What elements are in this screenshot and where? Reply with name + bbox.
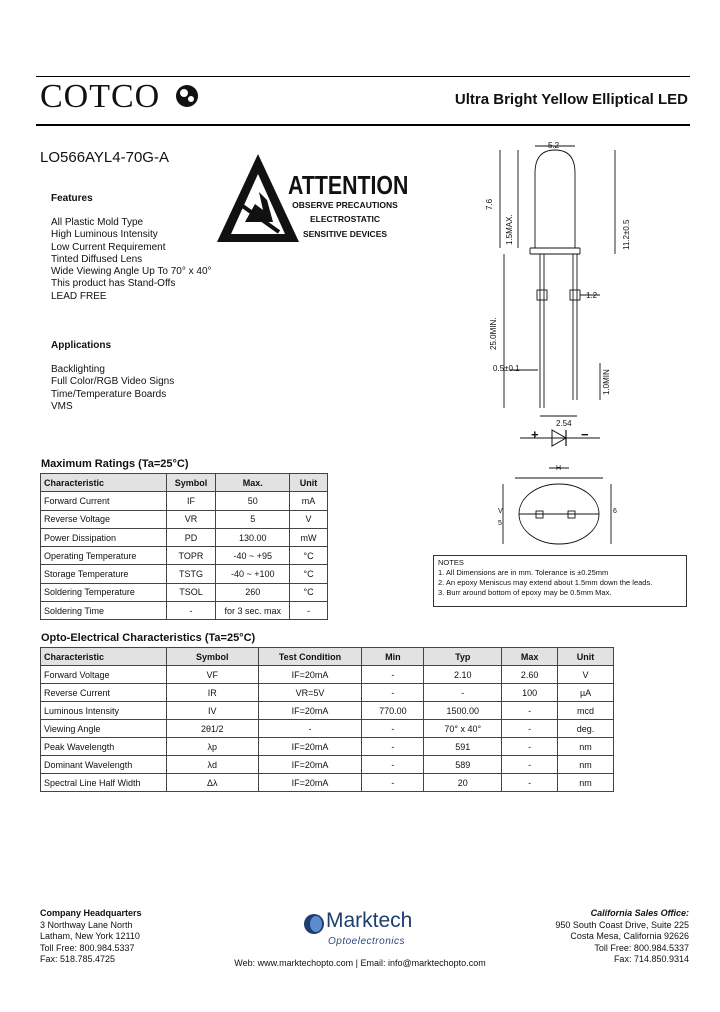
cell: - — [362, 684, 424, 702]
table-row — [41, 684, 614, 702]
cell: mW — [290, 528, 328, 546]
cell: IV — [166, 702, 258, 720]
dim-height: 7.6 — [485, 198, 494, 210]
feature-item: Tinted Diffused Lens — [51, 253, 143, 265]
cell: Operating Temperature — [41, 547, 167, 565]
header-cell: Typ — [424, 648, 502, 666]
cell: Spectral Line Half Width — [41, 774, 167, 792]
attention-line: SENSITIVE DEVICES — [302, 229, 388, 239]
cathode-sign: − — [581, 427, 589, 442]
cell: VR=5V — [258, 684, 362, 702]
ca-address — [555, 908, 689, 966]
table-row — [41, 738, 614, 756]
cell: Luminous Intensity — [41, 702, 167, 720]
cell: Forward Voltage — [41, 666, 167, 684]
cell: 50 — [216, 492, 290, 510]
ca-title: California Sales Office: — [590, 908, 689, 918]
ca-line: Fax: 714.850.9314 — [613, 954, 689, 964]
table-row — [41, 702, 614, 720]
cell: 260 — [216, 583, 290, 601]
table-row — [41, 547, 328, 565]
cell: Soldering Time — [41, 602, 167, 620]
cell: nm — [558, 738, 614, 756]
header-cell: Symbol — [166, 474, 216, 492]
cell: - — [502, 738, 558, 756]
cell: VF — [166, 666, 258, 684]
feature-item: All Plastic Mold Type — [51, 217, 144, 228]
hq-line: 3 Northway Lane North — [40, 919, 133, 930]
cell: Peak Wavelength — [41, 738, 167, 756]
cell: - — [424, 684, 502, 702]
cell: 2θ1/2 — [166, 720, 258, 738]
header-cell: Test Condition — [258, 648, 362, 666]
cell: - — [290, 602, 328, 620]
hq-address — [40, 908, 142, 966]
feature-item: This product has Stand-Offs — [51, 278, 176, 290]
cell: °C — [290, 547, 328, 565]
cell: Soldering Temperature — [41, 583, 167, 601]
page-title: Ultra Bright Yellow Elliptical LED — [454, 91, 688, 108]
note-item: 1. All Dimensions are in mm. Tolerance is ±0.25mm — [438, 568, 609, 577]
top-rule — [36, 76, 690, 77]
cell: - — [166, 602, 216, 620]
cell: µA — [558, 684, 614, 702]
attention-line: ELECTROSTATIC — [309, 214, 381, 224]
note-item: 3. Burr around bottom of epoxy may be 0.5mm Max. — [438, 588, 612, 597]
cell: 770.00 — [362, 702, 424, 720]
cell: λp — [166, 738, 258, 756]
cell: IF=20mA — [258, 774, 362, 792]
table-row — [41, 565, 328, 583]
header-cell: Max. — [216, 474, 290, 492]
cell: Δλ — [166, 774, 258, 792]
table-row — [41, 666, 614, 684]
header-cell: Symbol — [166, 648, 258, 666]
anode-sign: + — [531, 427, 539, 442]
cell: deg. — [558, 720, 614, 738]
cell: Reverse Current — [41, 684, 167, 702]
max-ratings-title: Maximum Ratings (Ta=25°C) — [41, 458, 189, 470]
cotco-logo-text: COTCO — [40, 78, 161, 115]
part-number: LO566AYL4-70G-A — [40, 149, 169, 166]
feature-item: High Luminous Intensity — [51, 229, 158, 241]
table-row — [41, 492, 328, 510]
cell: IF=20mA — [258, 756, 362, 774]
cell: IR — [166, 684, 258, 702]
opto-table — [40, 647, 614, 792]
feature-item: LEAD FREE — [51, 290, 107, 302]
hq-line: Latham, New York 12110 — [40, 931, 140, 941]
cell: Storage Temperature — [41, 565, 167, 583]
ca-line: Toll Free: 800.984.5337 — [594, 942, 689, 953]
table-header-row — [41, 474, 328, 492]
cell: 5 — [216, 510, 290, 528]
ca-line: 950 South Coast Drive, Suite 225 — [555, 919, 689, 930]
cell: - — [362, 774, 424, 792]
cell: V — [290, 510, 328, 528]
cell: 589 — [424, 756, 502, 774]
cotco-logo-icon — [175, 84, 199, 108]
cell: for 3 sec. max — [216, 602, 290, 620]
cell: 100 — [502, 684, 558, 702]
table-row — [41, 510, 328, 528]
cell: IF=20mA — [258, 702, 362, 720]
header-cell: Characteristic — [41, 648, 167, 666]
cell: TSTG — [166, 565, 216, 583]
cell: Dominant Wavelength — [41, 756, 167, 774]
cell: - — [362, 756, 424, 774]
feature-item: Low Current Requirement — [51, 241, 166, 253]
header-cell: Min — [362, 648, 424, 666]
header-cell: Characteristic — [41, 474, 167, 492]
cell: IF=20mA — [258, 738, 362, 756]
dim-v: V — [498, 508, 503, 515]
table-row — [41, 528, 328, 546]
cell: -40 ~ +95 — [216, 547, 290, 565]
header-cell: Unit — [290, 474, 328, 492]
cell: 20 — [424, 774, 502, 792]
cell: °C — [290, 583, 328, 601]
web-email-line[interactable]: Web: www.marktechopto.com | Email: info@marktechopto.com — [234, 958, 486, 968]
table-row — [41, 774, 614, 792]
cell: - — [502, 774, 558, 792]
dim-lead: 25.0MIN. — [489, 317, 498, 350]
table-header-row — [41, 648, 614, 666]
cell: Power Dissipation — [41, 528, 167, 546]
cell: 2.10 — [424, 666, 502, 684]
applications-list — [51, 364, 174, 413]
cell: 70° x 40° — [424, 720, 502, 738]
table-row — [41, 756, 614, 774]
hq-line: Toll Free: 800.984.5337 — [40, 942, 135, 953]
notes-heading: NOTES — [438, 558, 464, 567]
table-row — [41, 583, 328, 601]
cell: 591 — [424, 738, 502, 756]
cell: - — [362, 666, 424, 684]
attention-title: ATTENTION — [288, 170, 409, 200]
dim-min: 1.0MIN — [602, 369, 611, 395]
cell: - — [502, 702, 558, 720]
cell: λd — [166, 756, 258, 774]
cell: - — [502, 756, 558, 774]
dim-top: 5.2 — [548, 141, 560, 150]
cell: mA — [290, 492, 328, 510]
elliptical-top-view — [495, 462, 620, 562]
ca-line: Costa Mesa, California 92626 — [570, 931, 689, 941]
notes-box — [433, 555, 687, 607]
cell: nm — [558, 756, 614, 774]
cell: Reverse Voltage — [41, 510, 167, 528]
cell: 2.60 — [502, 666, 558, 684]
table-row — [41, 602, 328, 620]
cell: TSOL — [166, 583, 216, 601]
cell: - — [258, 720, 362, 738]
applications-heading: Applications — [51, 340, 112, 351]
features-list — [51, 217, 212, 303]
feature-item: Wide Viewing Angle Up To 70° x 40° — [51, 266, 212, 278]
cell: Forward Current — [41, 492, 167, 510]
application-item: VMS — [51, 400, 73, 412]
cell: nm — [558, 774, 614, 792]
cell: IF — [166, 492, 216, 510]
header-cell: Max — [502, 648, 558, 666]
cell: 130.00 — [216, 528, 290, 546]
hq-line: Fax: 518.785.4725 — [40, 954, 116, 964]
cell: 1500.00 — [424, 702, 502, 720]
cell: mcd — [558, 702, 614, 720]
dim-pitch: 2.54 — [556, 419, 572, 428]
cell: Viewing Angle — [41, 720, 167, 738]
application-item: Time/Temperature Boards — [51, 388, 167, 400]
dim-lead-width: 0.5±0.1 — [493, 364, 520, 373]
attention-line: OBSERVE PRECAUTIONS — [292, 200, 398, 210]
features-heading: Features — [51, 193, 93, 204]
dim-5: 5 — [498, 520, 502, 527]
note-item: 2. An epoxy Meniscus may extend about 1.5mm down the leads. — [438, 578, 653, 587]
dim-h: H — [556, 465, 562, 472]
cell: - — [502, 720, 558, 738]
cell: IF=20mA — [258, 666, 362, 684]
cell: TOPR — [166, 547, 216, 565]
cell: - — [362, 720, 424, 738]
cell: V — [558, 666, 614, 684]
max-ratings-table — [40, 473, 328, 620]
header-rule — [36, 124, 690, 126]
dim-6: 6 — [613, 508, 617, 515]
opto-title: Opto-Electrical Characteristics (Ta=25°C) — [41, 632, 256, 644]
cell: -40 ~ +100 — [216, 565, 290, 583]
cell: VR — [166, 510, 216, 528]
cell: °C — [290, 565, 328, 583]
marktech-brand: Marktech — [326, 909, 413, 932]
cell: PD — [166, 528, 216, 546]
marktech-logo-icon — [303, 913, 325, 935]
application-item: Backlighting — [51, 364, 105, 375]
dim-body: 11.2±0.5 — [622, 219, 631, 250]
application-item: Full Color/RGB Video Signs — [51, 376, 175, 388]
dim-standoff: 1.2 — [586, 291, 598, 300]
hq-title: Company Headquarters — [40, 908, 142, 918]
marktech-subtitle: Optoelectronics — [328, 936, 405, 947]
table-row — [41, 720, 614, 738]
dim-max: 1.5MAX. — [505, 214, 514, 245]
cell: - — [362, 738, 424, 756]
led-dimension-drawing — [480, 138, 670, 448]
header-cell: Unit — [558, 648, 614, 666]
diode-symbol-icon — [520, 426, 600, 450]
